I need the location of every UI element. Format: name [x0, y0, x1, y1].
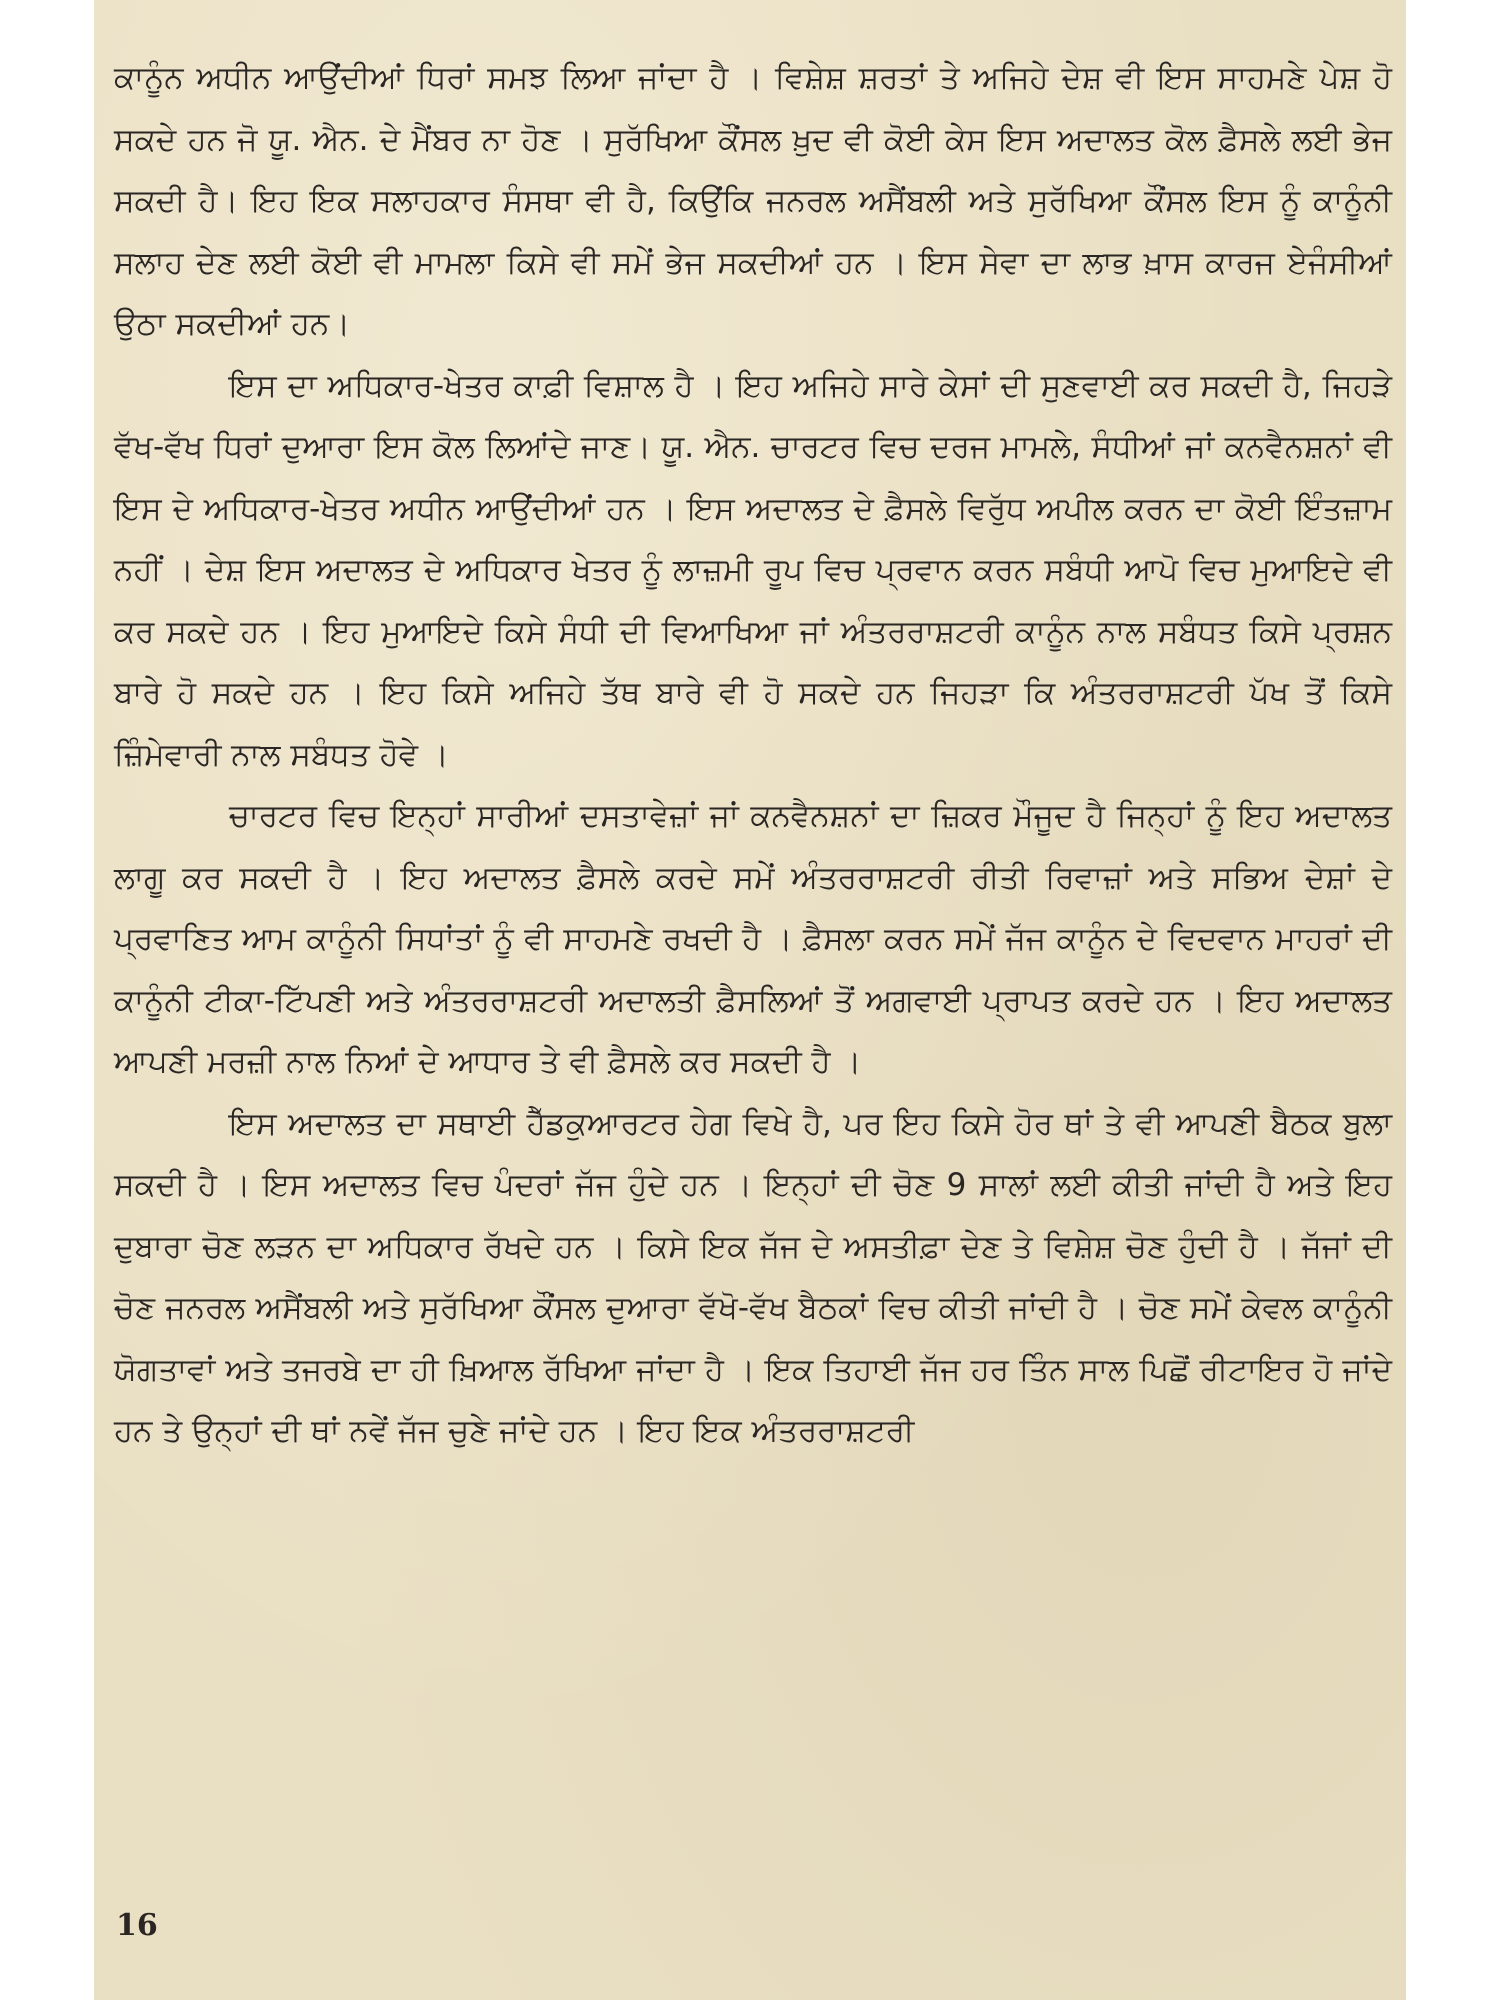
page-number: 16	[116, 1908, 158, 1943]
paragraph-1: ਕਾਨੂੰਨ ਅਧੀਨ ਆਉਂਦੀਆਂ ਧਿਰਾਂ ਸਮਝ ਲਿਆ ਜਾਂਦਾ ਹੈ । ਵਿਸ਼ੇਸ਼ ਸ਼ਰਤਾਂ ਤੇ ਅਜਿਹੇ ਦੇਸ਼ ਵੀ ਇਸ ਸਾਹਮਣੇ ਪੇਸ਼ ਹੋ ਸਕਦੇ ਹਨ ਜੋ ਯੂ. ਐਨ. ਦੇ ਮੈਂਬਰ ਨਾ ਹੋਣ । ਸੁਰੱਖਿਆ ਕੌਂਸਲ ਖ਼ੁਦ ਵੀ ਕੋਈ ਕੇਸ ਇਸ ਅਦਾਲਤ ਕੋਲ ਫ਼ੈਸਲੇ ਲਈ ਭੇਜ ਸਕਦੀ ਹੈ। ਇਹ ਇਕ ਸਲਾਹਕਾਰ ਸੰਸਥਾ ਵੀ ਹੈ, ਕਿਉਂਕਿ ਜਨਰਲ ਅਸੈਂਬਲੀ ਅਤੇ ਸੁਰੱਖਿਆ ਕੌਂਸਲ ਇਸ ਨੂੰ ਕਾਨੂੰਨੀ ਸਲਾਹ ਦੇਣ ਲਈ ਕੋਈ ਵੀ ਮਾਮਲਾ ਕਿਸੇ ਵੀ ਸਮੇਂ ਭੇਜ ਸਕਦੀਆਂ ਹਨ । ਇਸ ਸੇਵਾ ਦਾ ਲਾਭ ਖ਼ਾਸ ਕਾਰਜ ਏਜੰਸੀਆਂ ਉਠਾ ਸਕਦੀਆਂ ਹਨ।	[114, 60, 1392, 342]
body-text	[114, 48, 1392, 1463]
paragraph-3: ਚਾਰਟਰ ਵਿਚ ਇਨ੍ਹਾਂ ਸਾਰੀਆਂ ਦਸਤਾਵੇਜ਼ਾਂ ਜਾਂ ਕਨਵੈਨਸ਼ਨਾਂ ਦਾ ਜ਼ਿਕਰ ਮੌਜੂਦ ਹੈ ਜਿਨ੍ਹਾਂ ਨੂੰ ਇਹ ਅਦਾਲਤ ਲਾਗੂ ਕਰ ਸਕਦੀ ਹੈ । ਇਹ ਅਦਾਲਤ ਫ਼ੈਸਲੇ ਕਰਦੇ ਸਮੇਂ ਅੰਤਰਰਾਸ਼ਟਰੀ ਰੀਤੀ ਰਿਵਾਜ਼ਾਂ ਅਤੇ ਸਭਿਅ ਦੇਸ਼ਾਂ ਦੇ ਪ੍ਰਵਾਣਿਤ ਆਮ ਕਾਨੂੰਨੀ ਸਿਧਾਂਤਾਂ ਨੂੰ ਵੀ ਸਾਹਮਣੇ ਰਖਦੀ ਹੈ । ਫ਼ੈਸਲਾ ਕਰਨ ਸਮੇਂ ਜੱਜ ਕਾਨੂੰਨ ਦੇ ਵਿਦਵਾਨ ਮਾਹਰਾਂ ਦੀ ਕਾਨੂੰਨੀ ਟੀਕਾ-ਟਿੱਪਣੀ ਅਤੇ ਅੰਤਰਰਾਸ਼ਟਰੀ ਅਦਾਲਤੀ ਫ਼ੈਸਲਿਆਂ ਤੋਂ ਅਗਵਾਈ ਪ੍ਰਾਪਤ ਕਰਦੇ ਹਨ । ਇਹ ਅਦਾਲਤ ਆਪਣੀ ਮਰਜ਼ੀ ਨਾਲ ਨਿਆਂ ਦੇ ਆਧਾਰ ਤੇ ਵੀ ਫ਼ੈਸਲੇ ਕਰ ਸਕਦੀ ਹੈ ।	[114, 798, 1392, 1080]
paragraph-4: ਇਸ ਅਦਾਲਤ ਦਾ ਸਥਾਈ ਹੈੱਡਕੁਆਰਟਰ ਹੇਗ ਵਿਖੇ ਹੈ, ਪਰ ਇਹ ਕਿਸੇ ਹੋਰ ਥਾਂ ਤੇ ਵੀ ਆਪਣੀ ਬੈਠਕ ਬੁਲਾ ਸਕਦੀ ਹੈ । ਇਸ ਅਦਾਲਤ ਵਿਚ ਪੰਦਰਾਂ ਜੱਜ ਹੁੰਦੇ ਹਨ । ਇਨ੍ਹਾਂ ਦੀ ਚੋਣ 9 ਸਾਲਾਂ ਲਈ ਕੀਤੀ ਜਾਂਦੀ ਹੈ ਅਤੇ ਇਹ ਦੁਬਾਰਾ ਚੋਣ ਲੜਨ ਦਾ ਅਧਿਕਾਰ ਰੱਖਦੇ ਹਨ । ਕਿਸੇ ਇਕ ਜੱਜ ਦੇ ਅਸਤੀਫ਼ਾ ਦੇਣ ਤੇ ਵਿਸ਼ੇਸ਼ ਚੋਣ ਹੁੰਦੀ ਹੈ । ਜੱਜਾਂ ਦੀ ਚੋਣ ਜਨਰਲ ਅਸੈਂਬਲੀ ਅਤੇ ਸੁਰੱਖਿਆ ਕੌਂਸਲ ਦੁਆਰਾ ਵੱਖੋ-ਵੱਖ ਬੈਠਕਾਂ ਵਿਚ ਕੀਤੀ ਜਾਂਦੀ ਹੈ । ਚੋਣ ਸਮੇਂ ਕੇਵਲ ਕਾਨੂੰਨੀ ਯੋਗਤਾਵਾਂ ਅਤੇ ਤਜਰਬੇ ਦਾ ਹੀ ਖ਼ਿਆਲ ਰੱਖਿਆ ਜਾਂਦਾ ਹੈ । ਇਕ ਤਿਹਾਈ ਜੱਜ ਹਰ ਤਿੰਨ ਸਾਲ ਪਿਛੋਂ ਰੀਟਾਇਰ ਹੋ ਜਾਂਦੇ ਹਨ ਤੇ ਉਨ੍ਹਾਂ ਦੀ ਥਾਂ ਨਵੇਂ ਜੱਜ ਚੁਣੇ ਜਾਂਦੇ ਹਨ । ਇਹ ਇਕ ਅੰਤਰਰਾਸ਼ਟਰੀ	[114, 1105, 1392, 1449]
paragraph-2: ਇਸ ਦਾ ਅਧਿਕਾਰ-ਖੇਤਰ ਕਾਫ਼ੀ ਵਿਸ਼ਾਲ ਹੈ । ਇਹ ਅਜਿਹੇ ਸਾਰੇ ਕੇਸਾਂ ਦੀ ਸੁਣਵਾਈ ਕਰ ਸਕਦੀ ਹੈ, ਜਿਹੜੇ ਵੱਖ-ਵੱਖ ਧਿਰਾਂ ਦੁਆਰਾ ਇਸ ਕੋਲ ਲਿਆਂਦੇ ਜਾਣ। ਯੂ. ਐਨ. ਚਾਰਟਰ ਵਿਚ ਦਰਜ ਮਾਮਲੇ, ਸੰਧੀਆਂ ਜਾਂ ਕਨਵੈਨਸ਼ਨਾਂ ਵੀ ਇਸ ਦੇ ਅਧਿਕਾਰ-ਖੇਤਰ ਅਧੀਨ ਆਉਂਦੀਆਂ ਹਨ । ਇਸ ਅਦਾਲਤ ਦੇ ਫ਼ੈਸਲੇ ਵਿਰੁੱਧ ਅਪੀਲ ਕਰਨ ਦਾ ਕੋਈ ਇੰਤਜ਼ਾਮ ਨਹੀਂ । ਦੇਸ਼ ਇਸ ਅਦਾਲਤ ਦੇ ਅਧਿਕਾਰ ਖੇਤਰ ਨੂੰ ਲਾਜ਼ਮੀ ਰੂਪ ਵਿਚ ਪ੍ਰਵਾਨ ਕਰਨ ਸਬੰਧੀ ਆਪੋ ਵਿਚ ਮੁਆਇਦੇ ਵੀ ਕਰ ਸਕਦੇ ਹਨ । ਇਹ ਮੁਆਇਦੇ ਕਿਸੇ ਸੰਧੀ ਦੀ ਵਿਆਖਿਆ ਜਾਂ ਅੰਤਰਰਾਸ਼ਟਰੀ ਕਾਨੂੰਨ ਨਾਲ ਸਬੰਧਤ ਕਿਸੇ ਪ੍ਰਸ਼ਨ ਬਾਰੇ ਹੋ ਸਕਦੇ ਹਨ । ਇਹ ਕਿਸੇ ਅਜਿਹੇ ਤੱਥ ਬਾਰੇ ਵੀ ਹੋ ਸਕਦੇ ਹਨ ਜਿਹੜਾ ਕਿ ਅੰਤਰਰਾਸ਼ਟਰੀ ਪੱਖ ਤੋਂ ਕਿਸੇ ਜ਼ਿੰਮੇਵਾਰੀ ਨਾਲ ਸਬੰਧਤ ਹੋਵੇ ।	[114, 367, 1392, 773]
book-page	[94, 0, 1406, 2000]
